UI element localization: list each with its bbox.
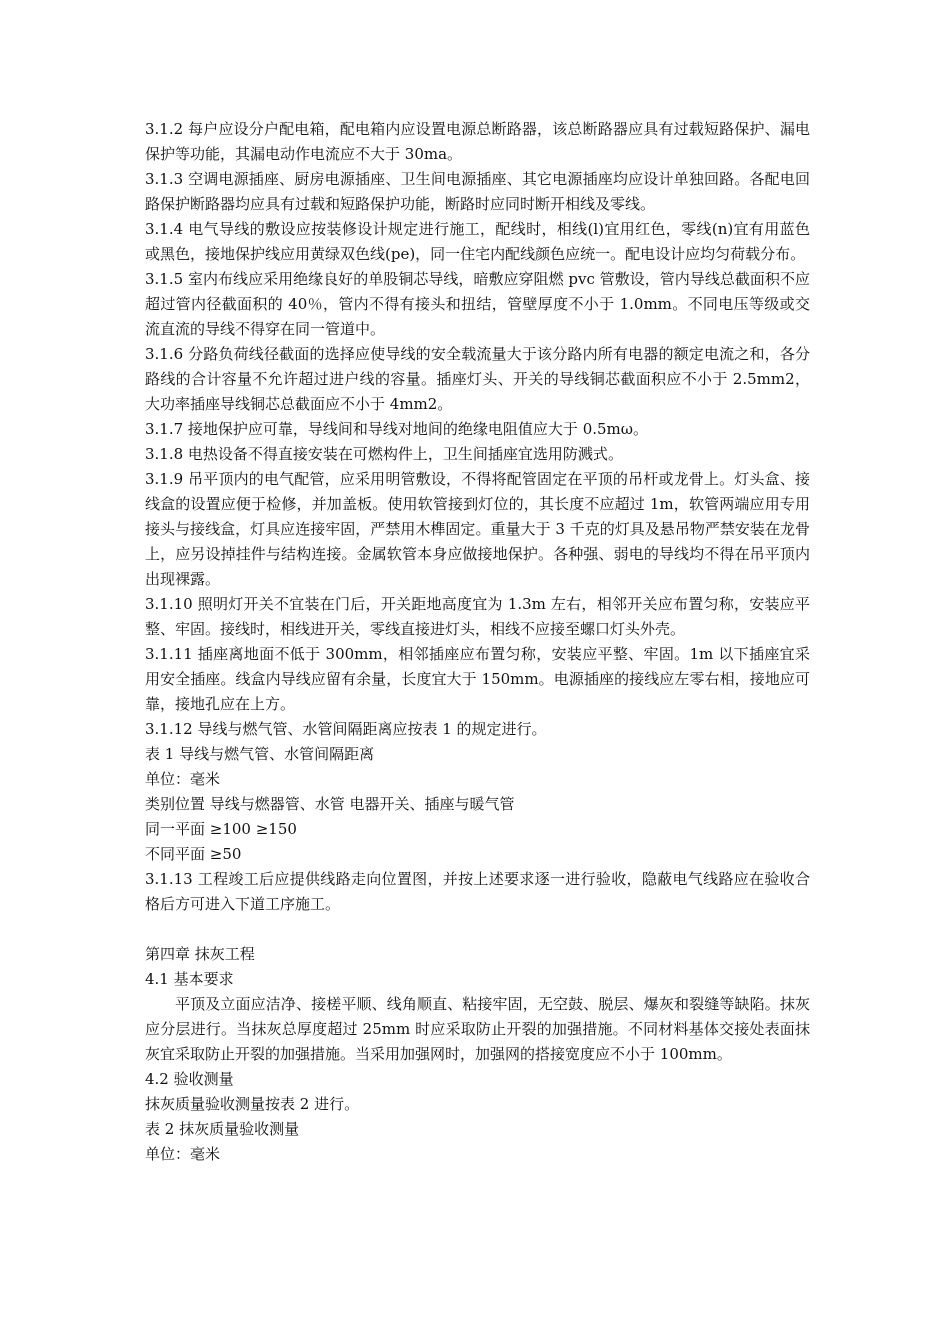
table-1-row-same-plane: 同一平面 ≥100 ≥150 [145,820,297,838]
section-4-1-title: 4.1 基本要求 [145,970,234,988]
clause-3-1-9: 3.1.9 吊平顶内的电气配管，应采用明管敷设，不得将配管固定在平顶的吊杆或龙骨上。灯头盒、接线盒的设置应便于检修，并加盖板。使用软管接到灯位的，其长度不应超过 1m，软管两端应用专用接头与接线盒，灯具应连接牢固，严禁用木榫固定。重量大于 3 千克的灯具及悬吊物严禁安装在龙骨上，应另设掉挂件与结构连接。金属软管本身应做接地保护。各种强、弱电的导线均不得在吊平顶内出现裸露。 [145,470,810,588]
clause-3-1-11: 3.1.11 插座离地面不低于 300mm，相邻插座应布置匀称，安装应平整、牢固。1m 以下插座宜采用安全插座。线盒内导线应留有余量，长度宜大于 150mm。电源插座的接线应左零右相，接地应可靠，接地孔应在上方。 [145,645,810,713]
clause-3-1-10: 3.1.10 照明灯开关不宜装在门后，开关距地高度宜为 1.3m 左右，相邻开关应布置匀称，安装应平整、牢固。接线时，相线进开关，零线直接进灯头，相线不应接至螺口灯头外壳。 [145,595,810,638]
clause-3-1-2: 3.1.2 每户应设分户配电箱，配电箱内应设置电源总断路器，该总断路器应具有过载短路保护、漏电保护等功能，其漏电动作电流应不大于 30ma。 [145,120,810,163]
chapter-4-title: 第四章 抹灰工程 [145,945,255,963]
section-4-2-title: 4.2 验收测量 [145,1070,234,1088]
table-2-caption: 表 2 抹灰质量验收测量 [145,1120,300,1138]
document-page [145,117,810,1167]
blank-line [145,917,810,942]
clause-3-1-3: 3.1.3 空调电源插座、厨房电源插座、卫生间电源插座、其它电源插座均应设计单独回路。各配电回路保护断路器均应具有过载和短路保护功能，断路时应同时断开相线及零线。 [145,170,810,213]
clause-3-1-5: 3.1.5 室内布线应采用绝缘良好的单股铜芯导线，暗敷应穿阻燃 pvc 管敷设，管内导线总截面积不应超过管内径截面积的 40％，管内不得有接头和扭结，管壁厚度不小于 1.0mm。不同电压等级或交流直流的导线不得穿在同一管道中。 [145,270,810,338]
clause-3-1-12: 3.1.12 导线与燃气管、水管间隔距离应按表 1 的规定进行。 [145,720,547,738]
table-1-row-different-plane: 不同平面 ≥50 [145,845,242,863]
table-1-unit: 单位：毫米 [145,770,221,788]
table-2-unit: 单位：毫米 [145,1145,221,1163]
section-4-1-body: 平顶及立面应洁净、接槎平顺、线角顺直、粘接牢固，无空鼓、脱层、爆灰和裂缝等缺陷。抹灰应分层进行。当抹灰总厚度超过 25mm 时应采取防止开裂的加强措施。不同材料基体交接处表面抹灰宜采取防止开裂的加强措施。当采用加强网时，加强网的搭接宽度应不小于 100mm。 [145,995,810,1063]
clause-3-1-13: 3.1.13 工程竣工后应提供线路走向位置图，并按上述要求逐一进行验收，隐蔽电气线路应在验收合格后方可进入下道工序施工。 [145,870,810,913]
clause-3-1-6: 3.1.6 分路负荷线径截面的选择应使导线的安全载流量大于该分路内所有电器的额定电流之和，各分路线的合计容量不允许超过进户线的容量。插座灯头、开关的导线铜芯截面积应不小于 2.5mm2，大功率插座导线铜芯总截面应不小于 4mm2。 [145,345,810,413]
section-4-2-body: 抹灰质量验收测量按表 2 进行。 [145,1095,360,1113]
clause-3-1-7: 3.1.7 接地保护应可靠，导线间和导线对地间的绝缘电阻值应大于 0.5mω。 [145,420,649,438]
clause-3-1-8: 3.1.8 电热设备不得直接安装在可燃构件上，卫生间插座宜选用防溅式。 [145,445,623,463]
table-1-header-row: 类别位置 导线与燃器管、水管 电器开关、插座与暖气管 [145,795,515,813]
clause-3-1-4: 3.1.4 电气导线的敷设应按装修设计规定进行施工，配线时，相线(l)宜用红色，零线(n)宜有用蓝色或黑色，接地保护线应用黄绿双色线(pe)，同一住宅内配线颜色应统一。配电设计应均匀荷载分布。 [145,220,810,263]
table-1-caption: 表 1 导线与燃气管、水管间隔距离 [145,745,375,763]
